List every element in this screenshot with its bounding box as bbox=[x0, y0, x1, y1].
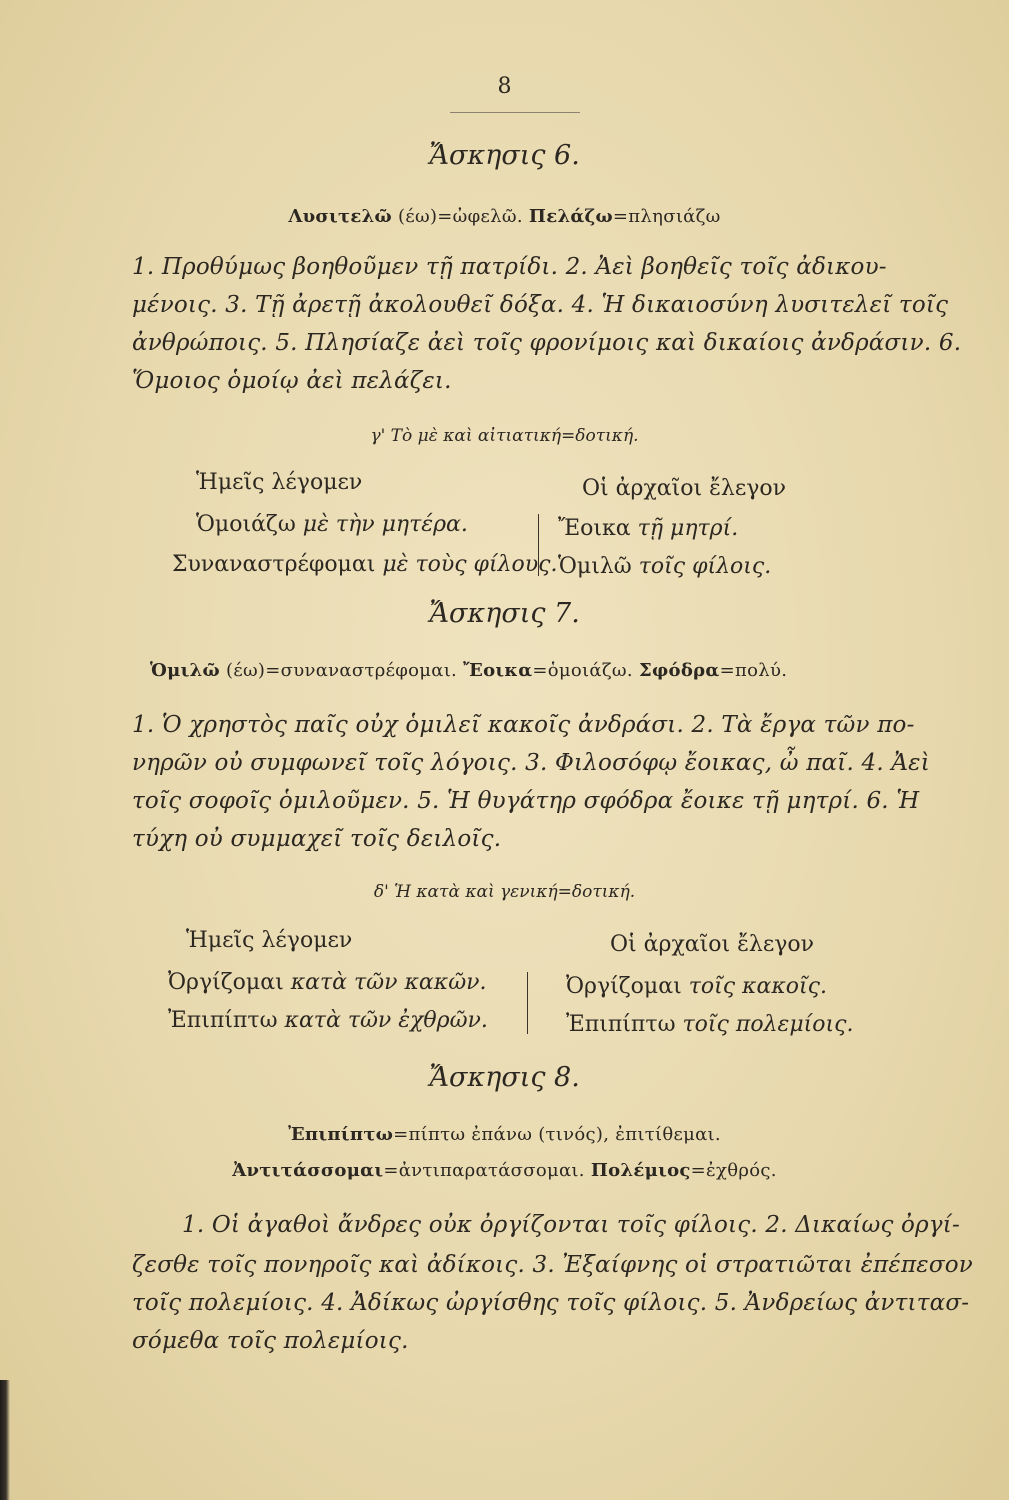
section-d-right-row-2: Ἐπιπίπτω τοῖς πολεμίοις. bbox=[566, 1012, 854, 1037]
section-d-left-row-2: Ἐπιπίπτω κατὰ τῶν ἐχθρῶν. bbox=[168, 1008, 488, 1033]
section-d-left-header: Ἡμεῖς λέγομεν bbox=[186, 928, 353, 953]
exercise-6-heading: Ἄσκησις 6. bbox=[429, 140, 580, 171]
section-c-left-row-1: Ὁμοιάζω μὲ τὴν μητέρα. bbox=[196, 512, 468, 537]
exercise-8-vocab-2: Ἀντιτάσσομαι=ἀντιπαρατάσσομαι. Πολέμιος=ἐχθρός. bbox=[232, 1160, 777, 1181]
section-c-left-header: Ἡμεῖς λέγομεν bbox=[196, 470, 363, 495]
exercise-8-vocab-1: Ἐπιπίπτω=πίπτω ἐπάνω (τινός), ἐπιτίθεμαι. bbox=[288, 1124, 721, 1145]
section-d-right-header: Οἱ ἀρχαῖοι ἔλεγον bbox=[610, 932, 815, 957]
exercise-7-line-4: τύχη οὐ συμμαχεῖ τοῖς δειλοῖς. bbox=[132, 826, 502, 852]
vocab-gloss: =πλησιάζω bbox=[612, 206, 721, 227]
section-c-divider bbox=[538, 514, 539, 576]
vocab-gloss: (έω)=ὠφελῶ. bbox=[398, 206, 523, 227]
exercise-8-line-2: ζεσθε τοῖς πονηροῖς καὶ ἀδίκοις. 3. Ἐξαίφνης οἱ στρατιῶται ἐπέπεσον bbox=[132, 1252, 973, 1278]
exercise-8-line-3: τοῖς πολεμίοις. 4. Ἀδίκως ὠργίσθης τοῖς φίλοις. 5. Ἀνδρείως ἀντιτασ- bbox=[132, 1290, 970, 1316]
vocab-word: Λυσιτελῶ bbox=[288, 206, 392, 227]
page-number: 8 bbox=[497, 74, 512, 99]
section-c-title: γ' Τὸ μὲ καὶ αἰτιατική=δοτική. bbox=[370, 426, 639, 446]
page-edge-shadow bbox=[0, 1380, 10, 1500]
section-d-divider bbox=[527, 972, 528, 1034]
exercise-7-line-3: τοῖς σοφοῖς ὁμιλοῦμεν. 5. Ἡ θυγάτηρ σφόδρα ἔοικε τῇ μητρί. 6. Ἡ bbox=[132, 788, 920, 814]
exercise-7-line-1: 1. Ὁ χρηστὸς παῖς οὐχ ὁμιλεῖ κακοῖς ἀνδράσι. 2. Τὰ ἔργα τῶν πο- bbox=[132, 712, 915, 738]
section-d-left-row-1: Ὀργίζομαι κατὰ τῶν κακῶν. bbox=[168, 970, 487, 995]
exercise-7-line-2: νηρῶν οὐ συμφωνεῖ τοῖς λόγοις. 3. Φιλοσόφῳ ἔοικας, ὦ παῖ. 4. Ἀεὶ bbox=[132, 750, 930, 776]
exercise-6-line-2: μένοις. 3. Τῇ ἀρετῇ ἀκολουθεῖ δόξα. 4. Ἡ δικαιοσύνη λυσιτελεῖ τοῖς bbox=[132, 292, 949, 318]
exercise-8-heading: Ἄσκησις 8. bbox=[429, 1062, 580, 1093]
header-rule bbox=[450, 112, 580, 113]
section-c-right-row-1: Ἔοικα τῇ μητρί. bbox=[558, 516, 739, 541]
exercise-6-line-1: 1. Προθύμως βοηθοῦμεν τῇ πατρίδι. 2. Ἀεὶ βοηθεῖς τοῖς ἀδικου- bbox=[132, 254, 887, 280]
exercise-7-vocab: Ὁμιλῶ (έω)=συναναστρέφομαι. Ἔοικα=ὁμοιάζω. Σφόδρα=πολύ. bbox=[150, 660, 788, 681]
exercise-8-line-4: σόμεθα τοῖς πολεμίοις. bbox=[132, 1328, 409, 1354]
section-c-right-header: Οἱ ἀρχαῖοι ἔλεγον bbox=[582, 476, 787, 501]
exercise-6-line-4: Ὅμοιος ὁμοίῳ ἀεὶ πελάζει. bbox=[132, 368, 452, 394]
exercise-8-line-1: 1. Οἱ ἀγαθοὶ ἄνδρες οὐκ ὀργίζονται τοῖς φίλοις. 2. Δικαίως ὀργί- bbox=[182, 1212, 960, 1238]
section-d-title: δ' Ἡ κατὰ καὶ γενική=δοτική. bbox=[373, 882, 636, 902]
exercise-6-vocab bbox=[0, 206, 1009, 227]
section-d-right-row-1: Ὀργίζομαι τοῖς κακοῖς. bbox=[566, 974, 827, 999]
exercise-6-line-3: ἀνθρώποις. 5. Πλησίαζε ἀεὶ τοῖς φρονίμοις καὶ δικαίοις ἀνδράσιν. 6. bbox=[132, 330, 962, 356]
section-c-left-row-2: Συναναστρέφομαι μὲ τοὺς φίλους. bbox=[172, 552, 558, 577]
section-c-right-row-2: Ὁμιλῶ τοῖς φίλοις. bbox=[558, 554, 772, 579]
exercise-7-heading: Ἄσκησις 7. bbox=[429, 598, 580, 629]
vocab-word: Πελάζω bbox=[528, 206, 613, 227]
